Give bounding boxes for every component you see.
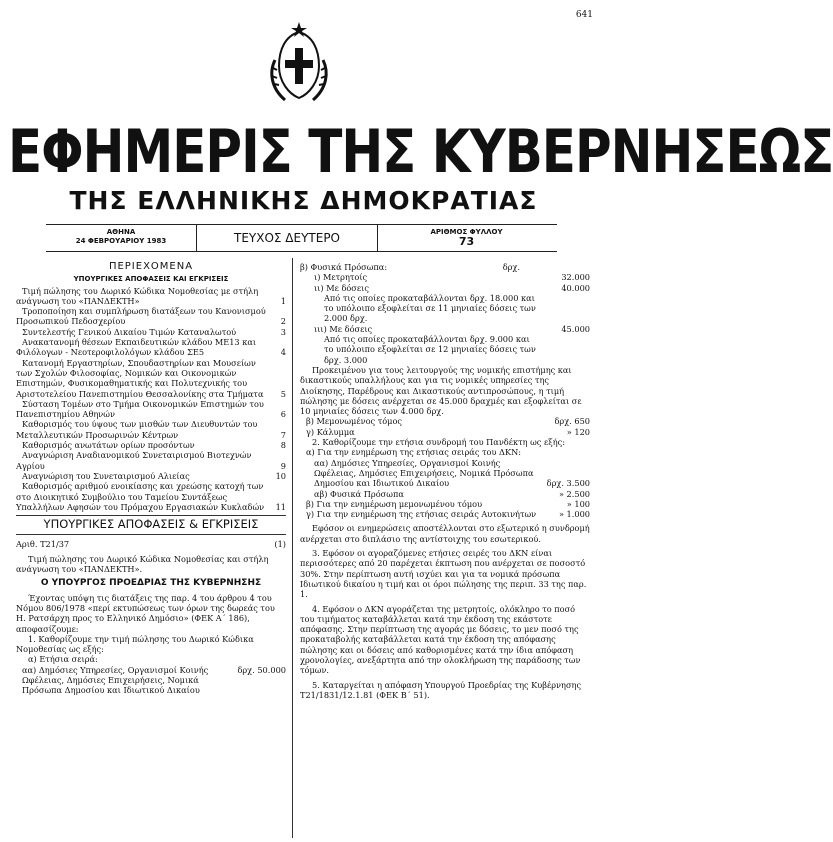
section-rule — [16, 515, 286, 516]
installments-row — [300, 283, 590, 293]
masthead-bar — [46, 224, 557, 252]
decision-ref: (1) — [274, 539, 286, 550]
installments-label: ιι) Με δόσεις — [314, 282, 369, 293]
toc-list — [16, 286, 286, 513]
newspaper-subtitle: ΤΗΣ ΕΛΛΗΝΙΚΗΣ ΔΗΜΟΚΡΑΤΙΑΣ — [69, 186, 538, 215]
toc-item: Αναγνώριση του Συνεταιρισμού Αλιείας 10 — [22, 470, 286, 481]
point-2b-value: » 100 — [566, 498, 590, 509]
point-4: 4. Εφόσον ο ΔΚΝ αγοράζεται της μετρητοίς, ολόκληρο το ποσό του τιμήματος καταβάλλεται κατά την έκδοση της εκάστοτε απόφασης. Στην περίπτωση της αγοράς με δόσεις, το μεν ποσό της προκαταβολής καταβάλλεται κατά την έκδοση της απόφασης πώλησης και οι δόσεις από καθορισμένες κατά την ίδια απόφαση χρονολογίες, ανεξάρτητα από την ολοκλήρωση της παράδοσης των τόμων. — [300, 603, 581, 676]
note-abroad: Εφόσον οι ενημερώσεις αποστέλλονται στο εξωτερικό η συνδρομή ανέρχεται στο διπλάσιο της αντίστοιχης του εσωτερικού. — [300, 523, 590, 544]
masthead-sheet-cell — [376, 225, 557, 251]
installments2-text: Από τις οποίες προκαταβάλλονται δρχ. 9.000 και το υπόλοιπο εξοφλείται σε 12 μηνιαίες δόσεις των δρχ. 3.000 — [324, 334, 536, 365]
cash-label: ι) Μετρητοίς — [314, 272, 368, 283]
provision-text: Προκειμένου για τους λειτουργούς της νομικής επιστήμης και δικαστικούς υπαλλήλους και για τις νομικές υπηρεσίες της Διοίκησης, Παρέδρους και Δικαστικούς αντιπροσώπους, η τιμή πώλησης με δόσεις ανέρχεται σε 45.000 δραχμές και εξοφλείται σε 10 μηνιαίες δόσεις των 4.000 δρχ. — [300, 364, 582, 417]
left-column — [16, 262, 286, 696]
point-2ab: αβ) Φυσικά Πρόσωπα — [314, 488, 404, 499]
installments-value: 40.000 — [561, 282, 590, 293]
installments2-label: ιιι) Με δόσεις — [314, 323, 373, 334]
installments2-row — [300, 324, 590, 334]
point-a: α) Ετήσια σειρά: — [28, 654, 98, 665]
toc-item: Καθορισμός ανωτάτων ορίων προσόντων 8 — [22, 440, 286, 451]
decision-title: Τιμή πώλησης του Δωρικό Κώδικα Νομοθεσίας και στήλη ανάγνωση του «ΠΑΝΔΕΚΤΗ». — [16, 553, 269, 575]
point-2b: β) Για την ενημέρωση μεμονωμένου τόμου — [306, 498, 483, 509]
section-heading: ΥΠΟΥΡΓΙΚΕΣ ΑΠΟΦΑΣΕΙΣ & ΕΓΚΡΙΣΕΙΣ — [43, 517, 259, 532]
point-2b-row — [300, 499, 590, 509]
toc-item: Τιμή πώλησης του Δωρικό Κώδικα Νομοθεσίας με στήλη ανάγνωση του «ΠΑΝΔΕΚΤΗ» 1 — [16, 285, 286, 306]
point-aa-value: δρχ. 50.000 — [237, 664, 286, 675]
greek-coat-of-arms-icon — [265, 20, 333, 104]
column-divider — [292, 258, 293, 838]
cash-value: 32.000 — [561, 272, 590, 283]
masthead-date: 24 ΦΕΒΡΟΥΑΡΙΟΥ 1983 — [75, 237, 167, 245]
point-2ab-value: » 2.500 — [558, 488, 590, 499]
toc-item: Καθορισμός του ύψους των μισθών των Διευθυντών του Μεταλλευτικών Προσωρινών Κέντρων 7 — [16, 419, 286, 440]
binding-value: » 120 — [566, 426, 590, 437]
page-number: 641 — [575, 10, 593, 20]
single-volume-value: δρχ. 650 — [554, 416, 590, 427]
point-2c: γ) Για την ενημέρωση της ετήσιας σειράς Αυτοκινήτων — [306, 509, 537, 520]
preamble: Έχοντας υπόψη τις διατάξεις της παρ. 4 του άρθρου 4 του Νόμου 806/1978 «περί εκτυπώσεως των όρων της δωρεάς του Η. Ρατσάρχη προς το Ελληνικό Δημόσιο» (ΦΕΚ Α΄ 186), αποφασίζουμε: — [16, 592, 275, 634]
decision-number: Αριθ. Τ21/37 — [16, 539, 70, 550]
toc-item: Αναγνώριση Αναδιανομικού Συνεταιρισμού Βιοτεχνών Αγρίου 9 — [16, 450, 286, 471]
masthead-issue: ΤΕΥΧΟΣ ΔΕΥΤΕΡΟ — [196, 225, 378, 251]
point-2aa-row — [300, 458, 590, 489]
masthead-city: ΑΘΗΝΑ — [106, 228, 136, 236]
cash-row — [300, 272, 590, 282]
masthead-date-cell — [46, 225, 196, 251]
point-2aa-value: δρχ. 3.500 — [546, 478, 590, 489]
point-2aa: αα) Δημόσιες Υπηρεσίες, Οργανισμοί Κοινής Ωφέλειας, Δημόσιες Επιχειρήσεις, Νομικά Πρόσωπα Δημοσίου και Ιδιωτικού Δικαίου — [314, 457, 534, 489]
newspaper-title: ΕΦΗΜΕΡΙΣ ΤΗΣ ΚΥΒΕΡΝΗΣΕΩΣ — [8, 116, 833, 187]
single-volume-row — [300, 416, 590, 426]
point-aa: αα) Δημόσιες Υπηρεσίες, Οργανισμοί Κοινής Ωφέλειας, Δημόσιες Επιχειρήσεις, Νομικά Πρόσωπα Δημοσίου και Ιδιωτικού Δικαίου — [22, 664, 209, 696]
currency-unit: δρχ. — [502, 262, 520, 272]
installments-text: Από τις οποίες προκαταβάλλονται δρχ. 18.000 και το υπόλοιπο εξοφλείται σε 11 μηνιαίες δόσεις των 2.000 δρχ. — [324, 292, 536, 324]
binding-row — [300, 427, 590, 437]
physical-row — [300, 262, 590, 272]
section-rule — [16, 534, 286, 535]
right-column — [300, 262, 590, 700]
toc-item: Κατανομή Εργαστηρίων, Σπουδαστηρίων και Μουσείων των Σχολών Φιλοσοφίας, Νομικών και Οικονομικών Επιστημών, Φυσικομαθηματικής και Πολυτεχνικής του Αριστοτελείου Πανεπιστημίου Θεσσαλονίκης στα Τμήματα 5 — [16, 357, 286, 399]
single-volume-label: β) Μεμονωμένος τόμος — [306, 416, 403, 427]
point-2ab-row — [300, 489, 590, 499]
toc-heading: ΠΕΡΙΕΧΟΜΕΝΑ — [108, 261, 194, 272]
minister-heading: Ο ΥΠΟΥΡΓΟΣ ΠΡΟΕΔΡΙΑΣ ΤΗΣ ΚΥΒΕΡΝΗΣΗΣ — [40, 578, 262, 589]
decision-number-row — [16, 539, 286, 549]
installments2-value: 45.000 — [561, 323, 590, 334]
point-5: 5. Καταργείται η απόφαση Υπουργού Προεδρίας της Κυβέρνησης Τ21/1831/12.1.81 (ΦΕΚ Β΄ 51). — [300, 679, 582, 700]
point-2c-value: » 1.000 — [558, 509, 590, 520]
masthead-sheet-number: 73 — [458, 235, 475, 248]
point-2c-row — [300, 509, 590, 519]
binding-label: γ) Κάλυμμα — [306, 426, 355, 437]
point-1: 1. Καθορίζουμε την τιμή πώλησης του Δωρικό Κώδικα Νομοθεσίας ως εξής: — [16, 633, 254, 655]
physical-label: β) Φυσικά Πρόσωπα: — [300, 262, 388, 272]
toc-item: Σύσταση Τομέων στο Τμήμα Οικονομικών Επιστημών του Πανεπιστημίου Αθηνών 6 — [16, 398, 286, 420]
point-2: 2. Καθορίζουμε την ετήσια συνδρομή του Πανδέκτη ως εξής: — [312, 437, 565, 448]
toc-subheading: ΥΠΟΥΡΓΙΚΕΣ ΑΠΟΦΑΣΕΙΣ ΚΑΙ ΕΓΚΡΙΣΕΙΣ — [73, 275, 229, 284]
point-3: 3. Εφόσον οι αγοραζόμενες ετήσιες σειρές του ΔΚΝ είναι περισσότερες από 20 παρέχεται έκπτωση που ανέρχεται σε ποσοστό 30%. Στην περίπτωση αυτή ισχύει και για τα νομικά πρόσωπα Ιδιωτικού δικαίου η τιμή και οι όροι πώλησης της περιπ. 33 της παρ. 1. — [300, 548, 587, 600]
masthead-sheet-label: ΑΡΙΘΜΟΣ ΦΥΛΛΟΥ — [430, 228, 503, 236]
point-aa-row — [16, 665, 286, 696]
toc-item: Καθορισμός αριθμού ενοικίασης και χρεώσης κατοχή των στο Διοικητικό Συμβούλιο του Ταμείου Συντάξεως Υπαλλήλων Αφησών του Πρόμαχου Εργασιακών Κυκλαδών 11 — [16, 481, 286, 512]
toc-item: Τροποποίηση και συμπλήρωση διατάξεων του Κανονισμού Προσωπικού Πεδοσχερίου 2 — [16, 306, 286, 327]
point-2a: α) Για την ενημέρωση της ετήσιας σειράς του ΔΚΝ: — [306, 447, 522, 458]
toc-item: Συντελεστής Γενικού Δικαίου Τιμών Καταναλωτού 3 — [22, 326, 286, 337]
toc-item: Ανακατανομή θέσεων Εκπαιδευτικών κλάδου ΜΕ13 και Φιλόλογων - Νεοτεροφιλολόγων κλάδου ΣΕ5 4 — [16, 337, 286, 358]
